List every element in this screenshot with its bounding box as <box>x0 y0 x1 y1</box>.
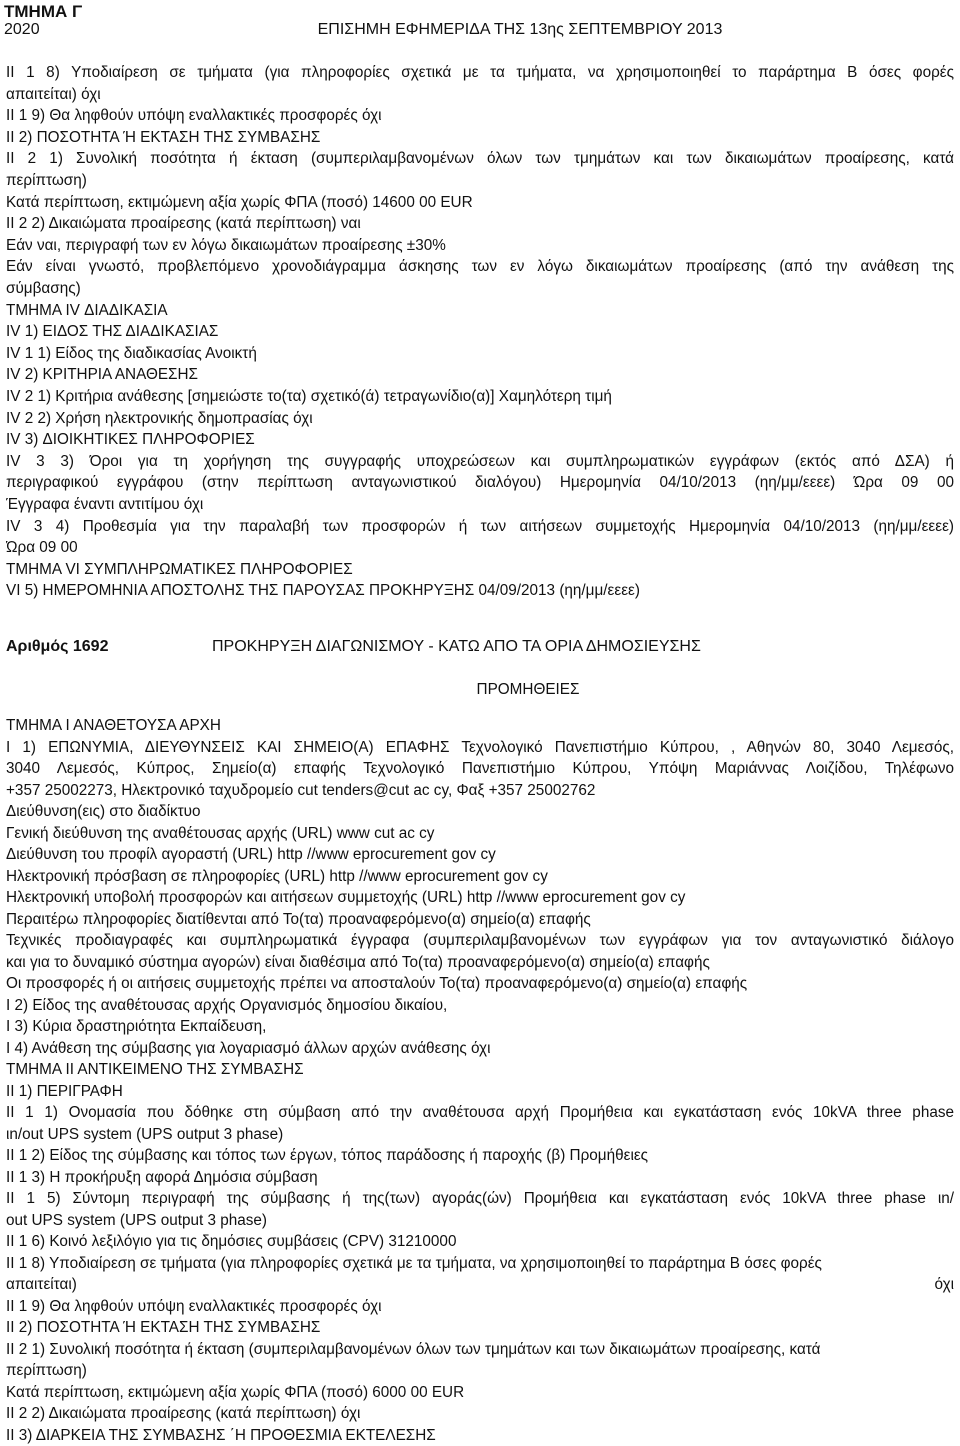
text-line: Διεύθυνση(εις) στο διαδίκτυο <box>6 803 201 820</box>
text-line: Ώρα 09 00 <box>6 539 78 557</box>
text-line: VI 5) ΗΜΕΡΟΜΗΝΙΑ ΑΠΟΣΤΟΛΗΣ ΤΗΣ ΠΑΡΟΥΣΑΣ ΠΡΟΚΗΡΥΞΗΣ 04/09/2013 (ηη/μμ/εεεε) <box>6 582 640 600</box>
text-line: +357 25002273, Ηλεκτρονικό ταχυδρομείο cut tenders@cut ac cy, Φαξ +357 25002762 <box>6 781 596 799</box>
notice-heading <box>6 636 954 657</box>
notice-subtitle: ΠΡΟΜΗΘΕΙΕΣ <box>476 681 580 698</box>
text-line: IV 1 1) Είδος της διαδικασίας Ανοικτή <box>6 344 257 362</box>
text-line: IV 3 4) Προθεσμία για την παραλαβή των προσφορών ή των αιτήσεων συμμετοχής Ημερομηνία 04/10/2013 (ηη/μμ/εεεε) <box>6 517 954 535</box>
text-line: ΤΜΗΜΑ ΙΙ ΑΝΤΙΚΕΙΜΕΝΟ ΤΗΣ ΣΥΜΒΑΣΗΣ <box>6 1061 304 1078</box>
text-line: ΙΙ 1 5) Σύντομη περιγραφή της σύμβασης ή της(των) αγοράς(ών) Προμήθεια και εγκατάσταση ενός 10kVA three phase ιn/ <box>6 1190 954 1207</box>
text-line: ΙΙ 1 3) Η προκήρυξη αφορά Δημόσια σύμβαση <box>6 1168 318 1186</box>
text-line: ιn/out UPS system (UPS output 3 phase) <box>6 1125 284 1143</box>
text-line: ΤΜΗΜΑ VI ΣΥΜΠΛΗΡΩΜΑΤΙΚΕΣ ΠΛΗΡΟΦΟΡΙΕΣ <box>6 560 353 578</box>
section-label: ΤΜΗΜΑ Γ <box>4 2 83 21</box>
notice-number: Αριθμός 1692 <box>6 638 109 655</box>
text-line: ΙΙ 1 8) Υποδιαίρεση σε τμήματα (για πληροφορίες σχετικά με τα τμήματα, να χρησιμοποιηθεί το παράρτημα Β όσες φορές <box>6 1254 822 1272</box>
text-line: Ηλεκτρονική υποβολή προσφορών και αιτήσεων συμμετοχής (URL) http //www eprocurement gov cy <box>6 889 686 906</box>
text-line: Γενική διεύθυνση της αναθέτουσας αρχής (URL) www cut ac cy <box>6 824 435 842</box>
text-line: απαιτείται) όχι <box>6 1276 954 1293</box>
text-line: ΙΙ 2 1) Συνολική ποσότητα ή έκταση (συμπεριλαμβανομένων όλων των τμημάτων και των δικαιωμάτων προαίρεσης, κατά <box>6 1340 821 1358</box>
text-line: Ηλεκτρονική πρόσβαση σε πληροφορίες (URL) http //www eprocurement gov cy <box>6 867 548 885</box>
text-line: out UPS system (UPS output 3 phase) <box>6 1211 268 1229</box>
text-line: περιγραφικού εγγράφου (στην περίπτωση ανταγωνιστικού διαλόγου) Ημερομηνία 04/10/2013 (ηη/μμ/εεεε) Ώρα 09 00 <box>6 474 954 492</box>
text-line: ΙΙ 2 1) Συνολική ποσότητα ή έκταση (συμπεριλαμβανομένων όλων των τμημάτων και των δικαιωμάτων προαίρεσης, κατά <box>6 150 954 168</box>
text-line: Κατά περίπτωση, εκτιμώμενη αξία χωρίς ΦΠΑ (ποσό) 6000 00 EUR <box>6 1383 465 1401</box>
text-line: Τεχνικές προδιαγραφές και συμπληρωματικά έγγραφα (συμπεριλαμβανομένων των εγγράφων για τον ανταγωνιστικό διάλογο <box>6 932 954 949</box>
gazette-title: ΕΠΙΣΗΜΗ ΕΦΗΜΕΡΙΔΑ ΤΗΣ 13ης ΣΕΠΤΕΜΒΡΙΟΥ 2013 <box>317 21 723 38</box>
text-line: ΙΙ 1 1) Ονομασία που δόθηκε στη σύμβαση από την αναθέτουσα αρχή Προμήθεια και εγκατάσταση ενός 10kVA three phase <box>6 1104 954 1121</box>
notice-subtitle-wrap <box>0 679 960 700</box>
text-line: ΙΙ 3) ΔΙΑΡΚΕΙΑ ΤΗΣ ΣΥΜΒΑΣΗΣ ΄Η ΠΡΟΘΕΣΜΙΑ ΕΚΤΕΛΕΣΗΣ <box>6 1426 436 1444</box>
text-line: IV 3) ΔΙΟΙΚΗΤΙΚΕΣ ΠΛΗΡΟΦΟΡΙΕΣ <box>6 431 255 449</box>
text-line: ΤΜΗΜΑ Ι ΑΝΑΘΕΤΟΥΣΑ ΑΡΧΗ <box>6 717 221 734</box>
text-line: περίπτωση) <box>6 1362 87 1379</box>
text-line: ΙΙ 2) ΠΟΣΟΤΗΤΑ Ή ΕΚΤΑΣΗ ΤΗΣ ΣΥΜΒΑΣΗΣ <box>6 128 321 146</box>
text-line: IV 2 2) Χρήση ηλεκτρονικής δημοπρασίας όχι <box>6 409 313 427</box>
page-number: 2020 <box>4 21 40 38</box>
text-line: IV 3 3) Όροι για τη χορήγηση της συγγραφής υποχρεώσεων και συμπληρωματικών εγγράφων (εκτός από ΔΣΑ) ή <box>6 452 954 470</box>
text-line: Διεύθυνση του προφίλ αγοραστή (URL) http //www eprocurement gov cy <box>6 846 496 863</box>
text-line: ΤΜΗΜΑ IV ΔΙΑΔΙΚΑΣΙΑ <box>6 301 168 319</box>
text-line: ΙΙ 1 6) Κοινό λεξιλόγιο για τις δημόσιες συμβάσεις (CPV) 31210000 <box>6 1233 457 1250</box>
text-line: ΙΙ 1 8) Υποδιαίρεση σε τμήματα (για πληροφορίες σχετικά με τα τμήματα, να χρησιμοποιηθεί το παράρτημα Β όσες φορές <box>6 64 954 81</box>
text-line: Περαιτέρω πληροφορίες διατίθενται από Το(τα) προαναφερόμενο(α) σημείο(α) επαφής <box>6 910 591 928</box>
text-line: ΙΙ 1) ΠΕΡΙΓΡΑΦΗ <box>6 1082 123 1100</box>
notice-title: ΠΡΟΚΗΡΥΞΗ ΔΙΑΓΩΝΙΣΜΟΥ - ΚΑΤΩ ΑΠΟ ΤΑ ΟΡΙΑ ΔΗΜΟΣΙΕΥΣΗΣ <box>212 638 701 655</box>
text-line: ΙΙ 1 9) Θα ληφθούν υπόψη εναλλακτικές προσφορές όχι <box>6 107 382 125</box>
text-line: ΙΙ 2) ΠΟΣΟΤΗΤΑ Ή ΕΚΤΑΣΗ ΤΗΣ ΣΥΜΒΑΣΗΣ <box>6 1319 321 1336</box>
text-line: και για το δυναμικό σύστημα αγορών) είναι διαθέσιμα από Το(τα) προαναφερόμενο(α) σημείο(α) επαφής <box>6 953 710 971</box>
text-line: ΙΙ 2 2) Δικαιώματα προαίρεσης (κατά περίπτωση) όχι <box>6 1405 361 1422</box>
text-line: περίπτωση) <box>6 172 87 189</box>
text-line: Οι προσφορές ή οι αιτήσεις συμμετοχής πρέπει να αποσταλούν Το(τα) προαναφερόμενο(α) σημείο(α) επαφής <box>6 975 748 992</box>
text-line: Ι 2) Είδος της αναθέτουσας αρχής Οργανισμός δημοσίου δικαίου, <box>6 996 448 1014</box>
text-line: ΙΙ 1 9) Θα ληφθούν υπόψη εναλλακτικές προσφορές όχι <box>6 1297 382 1315</box>
text-line: IV 2) ΚΡΙΤΗΡΙΑ ΑΝΑΘΕΣΗΣ <box>6 366 199 384</box>
gazette-title-wrap <box>4 19 956 41</box>
text-line: ΙΙ 1 2) Είδος της σύμβασης και τόπος των έργων, τόπος παράδοσης ή παροχής (β) Προμήθειες <box>6 1147 649 1164</box>
text-line: 3040 Λεμεσός, Κύπρος, Σημείο(α) επαφής Τεχνολογικό Πανεπιστήμιο Κύπρου, Υπόψη Μαριάννας Λοιζίδου, Τηλέφωνο <box>6 760 954 777</box>
text-line: ΙΙ 2 2) Δικαιώματα προαίρεσης (κατά περίπτωση) ναι <box>6 215 361 233</box>
text-line: Ι 1) ΕΠΩΝΥΜΙΑ, ΔΙΕΥΘΥΝΣΕΙΣ ΚΑΙ ΣΗΜΕΙΟ(Α) ΕΠΑΦΗΣ Τεχνολογικό Πανεπιστήμιο Κύπρου, , Αθηνών 80, 3040 Λεμεσός, <box>6 738 954 756</box>
text-line: Ι 3) Κύρια δραστηριότητα Εκπαίδευση, <box>6 1018 267 1035</box>
running-header <box>4 19 956 41</box>
text-line: IV 2 1) Κριτήρια ανάθεσης [σημειώστε το(τα) σχετικό(ά) τετραγωνίδιο(α)] Χαμηλότερη τιμή <box>6 388 612 405</box>
text-line: σύμβασης) <box>6 280 81 297</box>
text-line: απαιτείται) όχι <box>6 85 101 103</box>
text-line: Εάν ναι, περιγραφή των εν λόγω δικαιωμάτων προαίρεσης ±30% <box>6 236 446 254</box>
text-line: Εάν είναι γνωστό, προβλεπόμενο χρονοδιάγραμμα άσκησης των εν λόγω δικαιωμάτων προαίρεσης (από την ανάθεση της <box>6 258 954 276</box>
text-line: Έγγραφα έναντι αντιτίμου όχι <box>6 496 204 513</box>
text-line: Κατά περίπτωση, εκτιμώμενη αξία χωρίς ΦΠΑ (ποσό) 14600 00 EUR <box>6 193 473 211</box>
text-line: IV 1) ΕΙΔΟΣ ΤΗΣ ΔΙΑΔΙΚΑΣΙΑΣ <box>6 323 219 341</box>
text-line: Ι 4) Ανάθεση της σύμβασης για λογαριασμό άλλων αρχών ανάθεσης όχι <box>6 1039 491 1057</box>
